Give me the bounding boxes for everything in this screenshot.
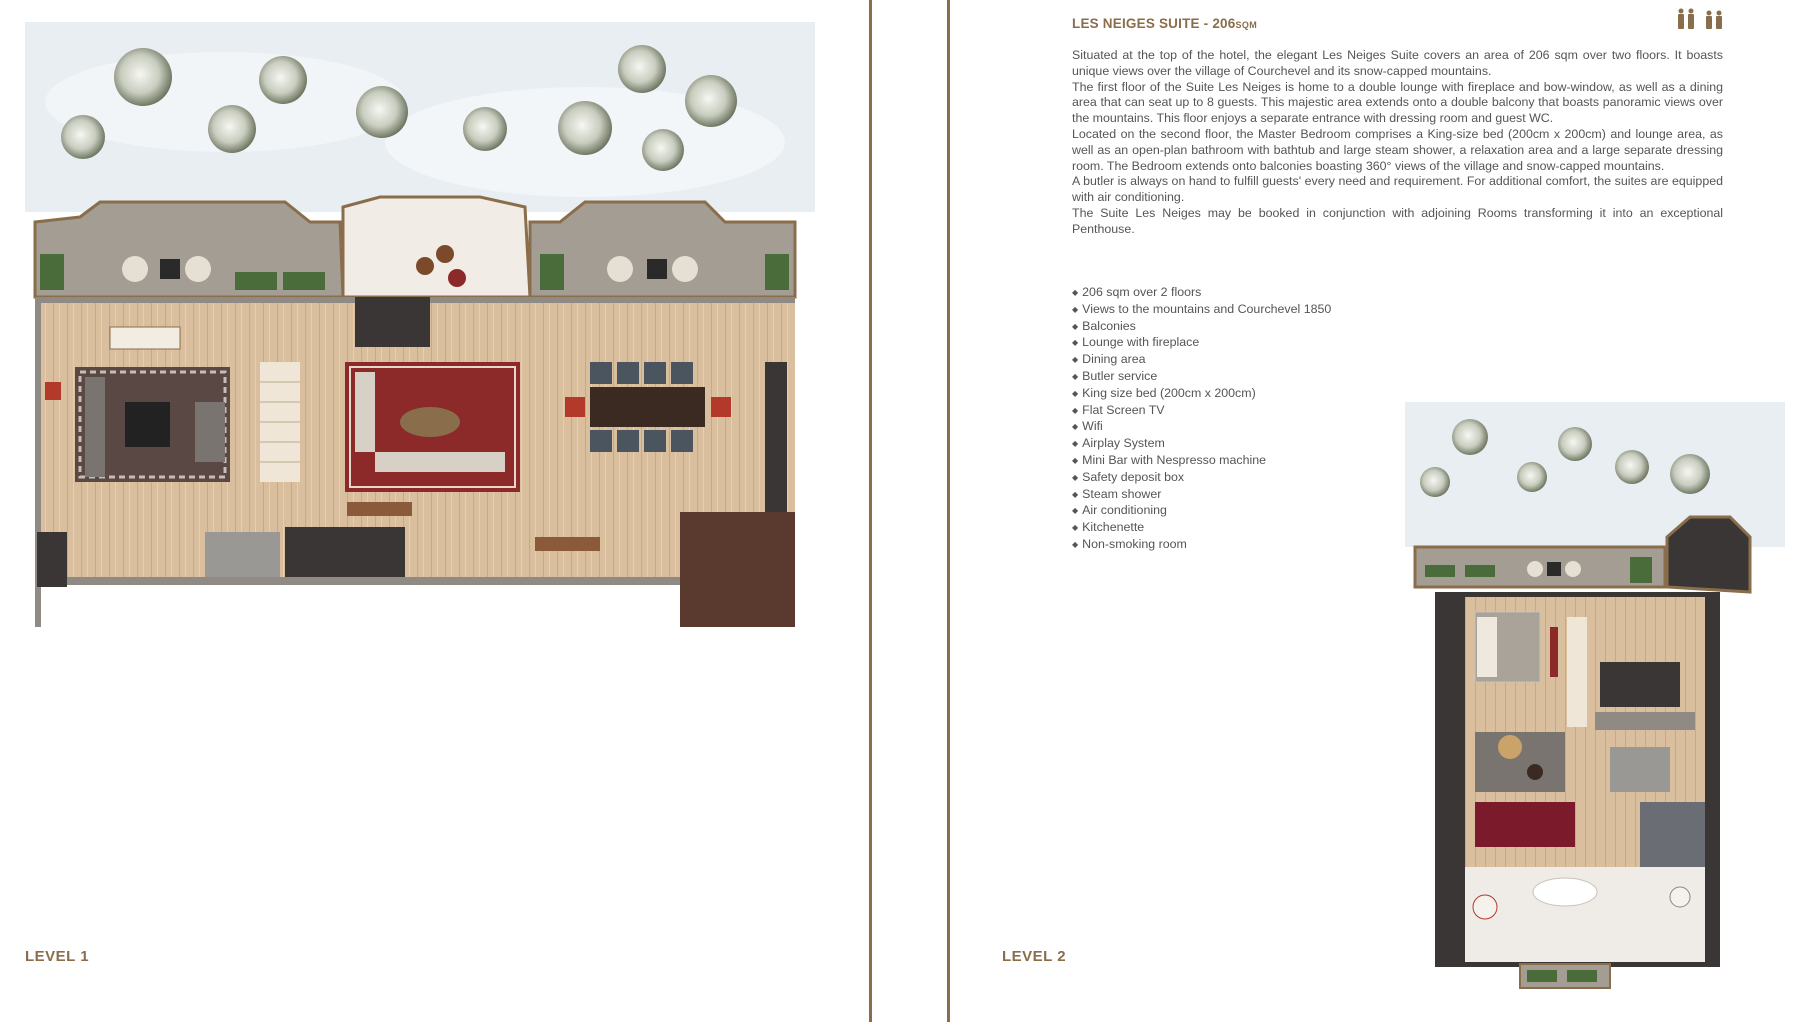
feature-item: ◆ Air conditioning (1072, 503, 1331, 520)
staircase (260, 362, 300, 482)
level-1-label: LEVEL 1 (25, 948, 90, 965)
feature-item: ◆ Mini Bar with Nespresso machine (1072, 453, 1331, 470)
feature-item: ◆ Wifi (1072, 419, 1331, 436)
feature-item: ◆ Dining area (1072, 352, 1331, 369)
feature-item: ◆ Non-smoking room (1072, 537, 1331, 554)
right-page (950, 0, 1817, 1022)
suite-description (1072, 48, 1723, 238)
level-2-label: LEVEL 2 (1002, 948, 1067, 965)
description-paragraph: Located on the second floor, the Master Bedroom comprises a King-size bed (200cm x 200cm) and lounge area, as well as an open-plan bathroom with bathtub and large steam shower, a relaxation area and a large separate dressing room. The Bedroom extends onto balconies boasting 360° views of the village and snow-capped mountains. (1072, 126, 1723, 173)
description-paragraph: The Suite Les Neiges may be booked in conjunction with adjoining Rooms transforming it into an exceptional Penthouse. (1072, 205, 1723, 236)
feature-item: ◆ 206 sqm over 2 floors (1072, 285, 1331, 302)
feature-item: ◆ Balconies (1072, 319, 1331, 336)
suite-title-unit: SQM (1235, 20, 1258, 30)
lounge-rug-left (75, 367, 230, 482)
suite-title (1072, 16, 1257, 31)
description-paragraph: The first floor of the Suite Les Neiges is home to a double lounge with fireplace and bow-window, as well as a dining area that can seat up to 8 guests. This majestic area extends onto a double balcony that boasts panoramic views over the mountains. This floor enjoys a separate entrance with dressing room and guest WC. (1072, 79, 1723, 126)
feature-item: ◆ Airplay System (1072, 436, 1331, 453)
planters (1520, 964, 1610, 988)
feature-item: ◆ Lounge with fireplace (1072, 335, 1331, 352)
feature-item: ◆ Steam shower (1072, 487, 1331, 504)
feature-item: ◆ Safety deposit box (1072, 470, 1331, 487)
feature-item: ◆ Views to the mountains and Courchevel 1850 (1072, 302, 1331, 319)
two-guests-icon (1675, 8, 1727, 30)
page-spine-left (869, 0, 872, 1022)
level-2-floor-plan (1405, 402, 1785, 992)
feature-item: ◆ Flat Screen TV (1072, 403, 1331, 420)
balcony (35, 197, 795, 297)
left-page (0, 0, 870, 1022)
description-paragraph: A butler is always on hand to fulfill guests' every need and requirement. For additional comfort, the suites are equipped with air conditioning. (1072, 174, 1723, 205)
features-list (1072, 285, 1331, 554)
lounge-rug-center (345, 362, 520, 492)
level-1-floor-plan (25, 22, 815, 627)
description-paragraph: Situated at the top of the hotel, the elegant Les Neiges Suite covers an area of 206 sqm over two floors. It boasts unique views over the village of Courchevel and its snow-capped mountains. (1072, 48, 1723, 78)
feature-item: ◆ King size bed (200cm x 200cm) (1072, 386, 1331, 403)
suite-title-main: LES NEIGES SUITE - 206 (1072, 16, 1236, 31)
feature-item: ◆ Butler service (1072, 369, 1331, 386)
feature-item: ◆ Kitchenette (1072, 520, 1331, 537)
